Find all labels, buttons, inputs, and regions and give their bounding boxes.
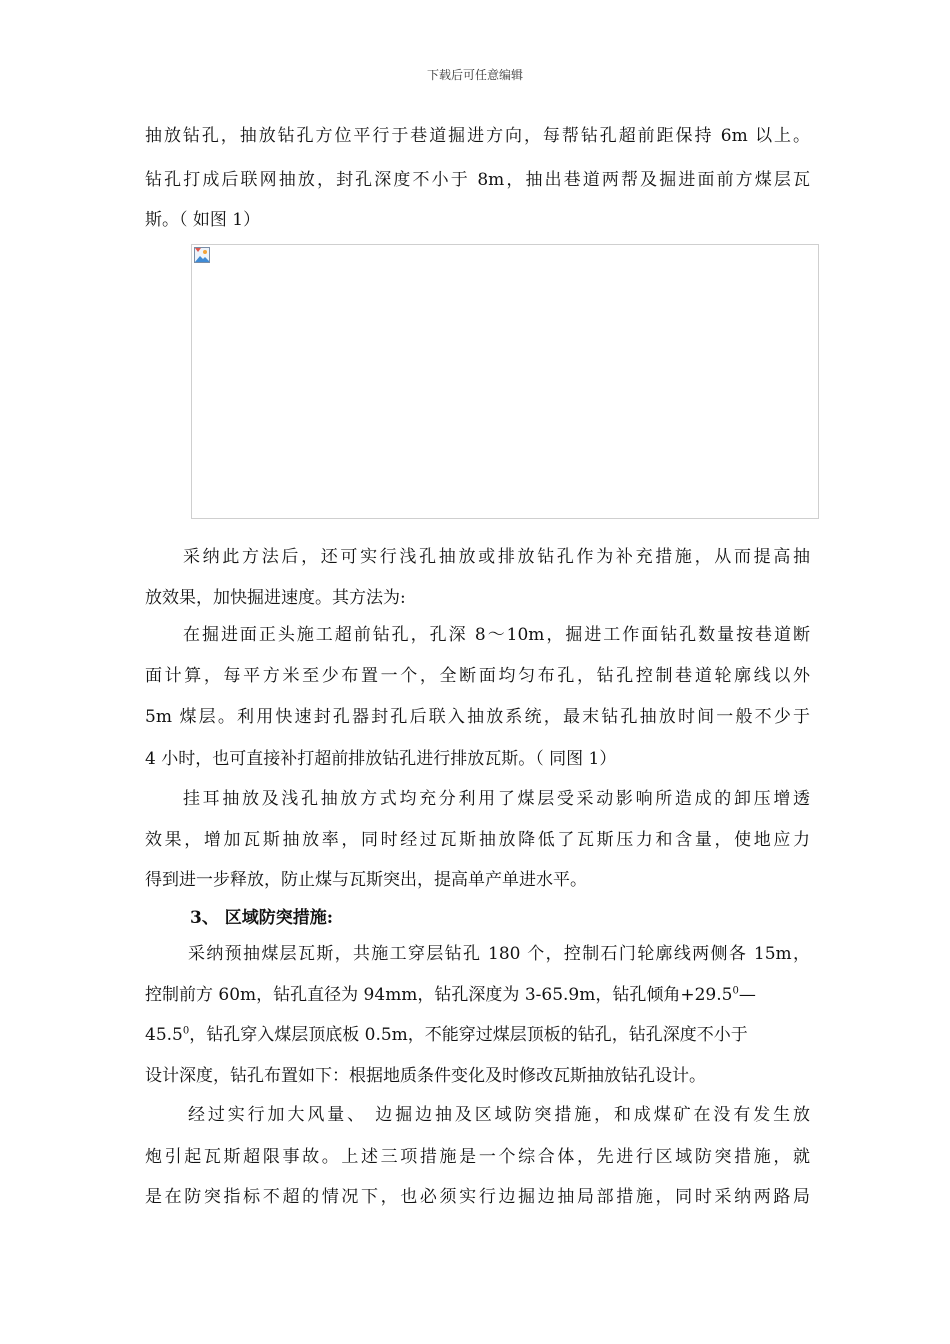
paragraph-line: 4 小时，也可直接补打超前排放钻孔进行排放瓦斯。（ 同图 1） <box>145 749 617 769</box>
paragraph-line: 放效果，加快掘进速度。其方法为: <box>145 588 406 608</box>
text-run: 45.5 <box>145 1025 183 1045</box>
degree-superscript: 0 <box>182 1025 190 1037</box>
paragraph-line: 经过实行加大风量、 边掘边抽及区域防突措施，和成煤矿在没有发生放 <box>188 1105 810 1125</box>
paragraph-line: 得到进一步释放，防止煤与瓦斯突出，提高单产单进水平。 <box>145 870 587 890</box>
text-run: 控制前方 60m，钻孔直径为 94mm，钻孔深度为 3-65.9m，钻孔倾角+29.5 <box>145 985 733 1005</box>
paragraph-line: 钻孔打成后联网抽放，封孔深度不小于 8m，抽出巷道两帮及掘进面前方煤层瓦 <box>145 170 810 190</box>
paragraph-line <box>145 1025 810 1045</box>
broken-image-icon <box>194 247 210 263</box>
text-run: ，钻孔穿入煤层顶底板 0.5m，不能穿过煤层顶板的钻孔，钻孔深度不小于 <box>189 1025 748 1045</box>
figure-1-image <box>191 244 819 519</box>
paragraph-line: 斯。（ 如图 1） <box>145 210 261 230</box>
paragraph-line: 采纳此方法后，还可实行浅孔抽放或排放钻孔作为补充措施，从而提高抽 <box>183 547 810 567</box>
paragraph-line: 效果，增加瓦斯抽放率，同时经过瓦斯抽放降低了瓦斯压力和含量，使地应力 <box>145 830 810 850</box>
paragraph-line: 5m 煤层。利用快速封孔器封孔后联入抽放系统，最末钻孔抽放时间一般不少于 <box>145 707 810 727</box>
paragraph-line: 在掘进面正头施工超前钻孔，孔深 8～10m，掘进工作面钻孔数量按巷道断 <box>183 625 810 645</box>
paragraph-line: 设计深度，钻孔布置如下：根据地质条件变化及时修改瓦斯抽放钻孔设计。 <box>145 1066 706 1086</box>
section-heading: 3、 区域防突措施: <box>190 908 334 928</box>
paragraph-line <box>145 985 810 1005</box>
paragraph-line: 抽放钻孔，抽放钻孔方位平行于巷道掘进方向，每帮钻孔超前距保持 6m 以上。 <box>145 126 810 146</box>
paragraph-line: 炮引起瓦斯超限事故。上述三项措施是一个综合体，先进行区域防突措施，就 <box>145 1147 810 1167</box>
degree-superscript: 0 <box>732 985 739 997</box>
paragraph-line: 采纳预抽煤层瓦斯，共施工穿层钻孔 180 个，控制石门轮廓线两侧各 15m， <box>188 944 810 964</box>
page-header: 下载后可任意编辑 <box>426 68 523 82</box>
range-dash: — <box>738 985 756 1005</box>
paragraph-line: 面计算，每平方米至少布置一个，全断面均匀布孔，钻孔控制巷道轮廓线以外 <box>145 666 810 686</box>
paragraph-line: 挂耳抽放及浅孔抽放方式均充分利用了煤层受采动影响所造成的卸压增透 <box>183 789 810 809</box>
paragraph-line: 是在防突指标不超的情况下，也必须实行边掘边抽局部措施，同时采纳两路局 <box>145 1187 810 1207</box>
